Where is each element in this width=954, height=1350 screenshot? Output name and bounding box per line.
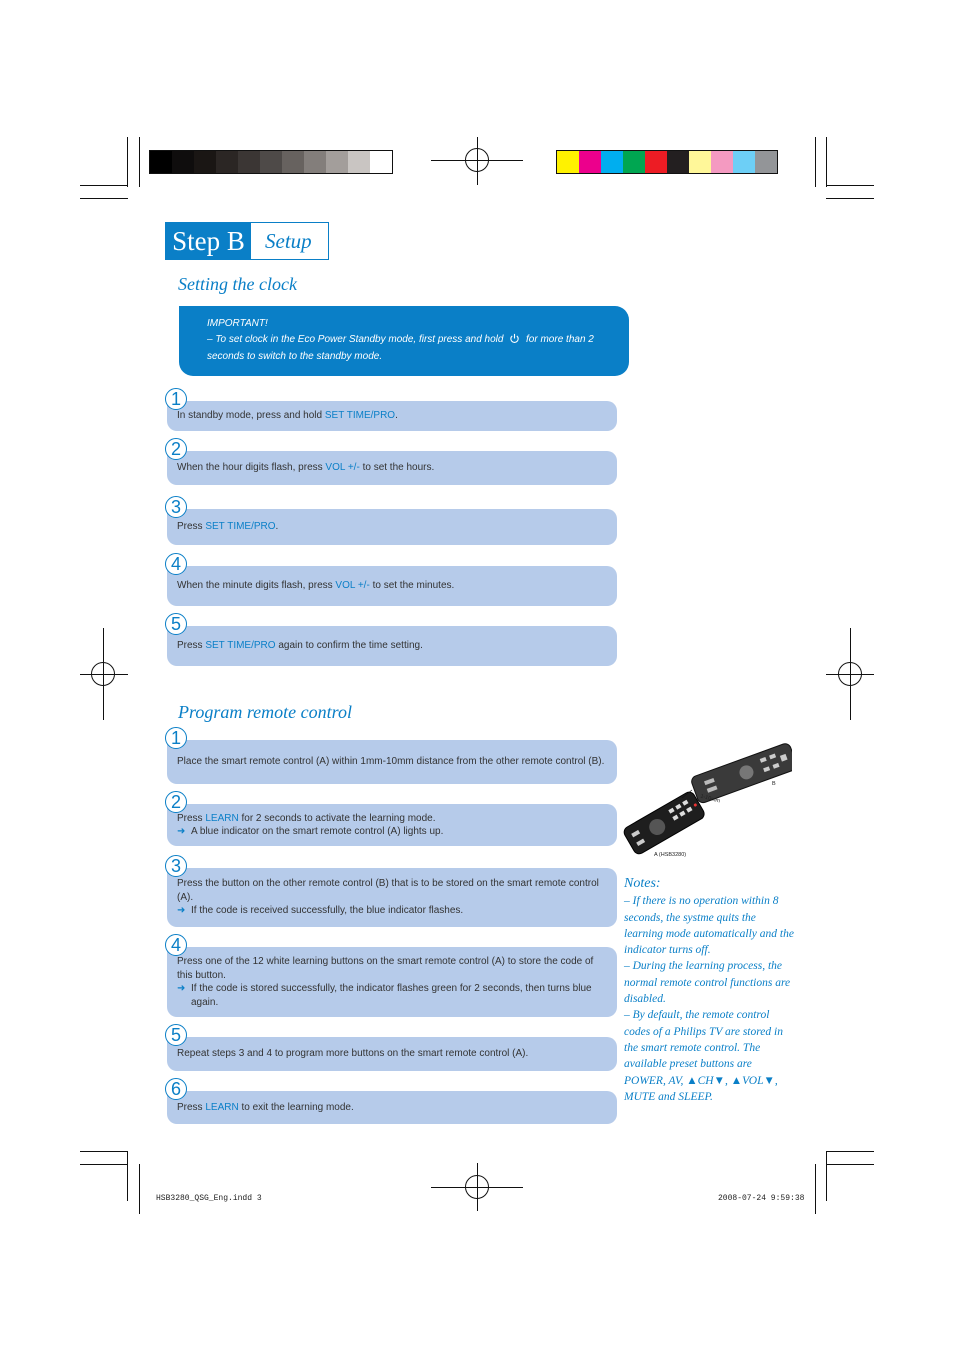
- step-text: Press LEARN for 2 seconds to activate the learning mode.: [177, 812, 436, 824]
- color-swatch: [711, 151, 733, 173]
- color-swatch: [557, 151, 579, 173]
- label-remote-a: A (HSB3280): [654, 852, 687, 858]
- slug-filename: HSB3280_QSG_Eng.indd 3: [156, 1194, 262, 1203]
- step-text: When the hour digits flash, press VOL +/- to set the hours.: [177, 462, 435, 474]
- important-callout: [179, 306, 629, 376]
- crop-mark: [826, 198, 874, 199]
- step-number: 4: [165, 553, 187, 575]
- power-icon: [509, 333, 520, 350]
- step-number: 2: [165, 438, 187, 460]
- important-text-line2: seconds to switch to the standby mode.: [207, 351, 383, 362]
- color-swatch-bar: [556, 150, 778, 174]
- label-remote-b: B: [772, 781, 776, 787]
- crop-mark: [826, 185, 874, 186]
- grayscale-swatch-bar: [149, 150, 393, 174]
- note-item: – During the learning process, the normal remote control functions are disabled.: [624, 960, 791, 1006]
- crop-mark: [80, 1164, 128, 1165]
- step-number: 5: [165, 613, 187, 635]
- remote-controls-illustration: [620, 738, 792, 864]
- important-text: – To set clock in the Eco Power Standby mode, first press and hold for more than 2: [207, 332, 601, 350]
- color-swatch: [348, 151, 370, 173]
- step-header: [165, 222, 329, 260]
- step-text: Place the smart remote control (A) within 1mm-10mm distance from the other remote control (B).: [177, 756, 605, 768]
- crop-mark: [826, 137, 827, 187]
- step-number: 3: [165, 496, 187, 518]
- registration-circle: [91, 662, 115, 686]
- remote-step: [167, 1091, 617, 1124]
- color-swatch: [304, 151, 326, 173]
- color-swatch: [326, 151, 348, 173]
- remote-step: [167, 740, 617, 784]
- color-swatch: [216, 151, 238, 173]
- crop-mark: [127, 1151, 128, 1201]
- crop-mark: [80, 1151, 128, 1152]
- step-subtitle: Setup: [265, 228, 312, 253]
- remote-step: [167, 804, 617, 846]
- key-name: SET TIME/PRO: [324, 410, 396, 422]
- clock-step: [167, 509, 617, 545]
- color-swatch: [755, 151, 777, 173]
- registration-circle: [838, 662, 862, 686]
- color-swatch: [645, 151, 667, 173]
- key-name: VOL +/-: [325, 462, 360, 474]
- important-label: IMPORTANT!: [207, 318, 268, 329]
- clock-step: [167, 566, 617, 606]
- color-swatch: [282, 151, 304, 173]
- notes-block: [624, 876, 794, 1105]
- remote-step: [167, 1037, 617, 1071]
- note-item: – By default, the remote control codes of a Philips TV are stored in the smart remote control. The available preset buttons are POWER, AV, ▲CH▼, ▲VOL▼, MUTE and SLEEP.: [624, 1009, 783, 1103]
- color-swatch: [238, 151, 260, 173]
- slug-datetime: 2008-07-24 9:59:38: [718, 1194, 805, 1203]
- step-number: 5: [165, 1024, 187, 1046]
- color-swatch: [370, 151, 392, 173]
- crop-mark: [139, 1164, 140, 1214]
- remote-step: [167, 947, 617, 1017]
- clock-step: [167, 626, 617, 666]
- color-swatch: [194, 151, 216, 173]
- crop-mark: [80, 185, 128, 186]
- color-swatch: [601, 151, 623, 173]
- step-text: Press one of the 12 white learning buttons on the smart remote control (A) to store the code of this button.: [177, 956, 594, 981]
- step-result: ➜ If the code is received successfully, the blue indicator flashes.: [177, 905, 464, 917]
- step-text: Press SET TIME/PRO again to confirm the time setting.: [177, 640, 423, 652]
- crop-mark: [80, 198, 128, 199]
- color-swatch: [667, 151, 689, 173]
- key-name: SET TIME/PRO: [205, 521, 276, 533]
- step-text: When the minute digits flash, press VOL +/- to set the minutes.: [177, 580, 455, 592]
- note-item: – If there is no operation within 8 seconds, the systme quits the learning mode automatically and the indicator turns off.: [624, 895, 794, 957]
- crop-mark: [139, 137, 140, 187]
- step-text: Repeat steps 3 and 4 to program more buttons on the smart remote control (A).: [177, 1048, 529, 1060]
- color-swatch: [689, 151, 711, 173]
- crop-mark: [127, 137, 128, 187]
- clock-step: [167, 451, 617, 485]
- crop-mark: [826, 1151, 874, 1152]
- step-title: Step B: [166, 223, 251, 259]
- step-result: ➜ If the code is stored successfully, the indicator flashes green for 2 seconds, then turns blue again.: [177, 983, 592, 1008]
- color-swatch: [172, 151, 194, 173]
- step-number: 3: [165, 855, 187, 877]
- arrow-icon: ➜: [177, 826, 186, 837]
- key-name: SET TIME/PRO: [205, 640, 276, 652]
- step-number: 4: [165, 934, 187, 956]
- key-name: LEARN: [205, 812, 239, 824]
- color-swatch: [579, 151, 601, 173]
- crop-mark: [826, 1164, 874, 1165]
- registration-circle: [465, 148, 489, 172]
- key-name: LEARN: [205, 1101, 239, 1113]
- registration-circle: [465, 1175, 489, 1199]
- clock-step: [167, 401, 617, 431]
- color-swatch: [150, 151, 172, 173]
- key-name: VOL +/-: [335, 580, 370, 592]
- step-text: In standby mode, press and hold SET TIME/PRO.: [177, 410, 398, 422]
- step-number: 6: [165, 1078, 187, 1100]
- arrow-icon: ➜: [177, 905, 186, 917]
- step-text: Press the button on the other remote control (B) that is to be stored on the smart remote control (A).: [177, 878, 599, 903]
- step-result: ➜ A blue indicator on the smart remote control (A) lights up.: [177, 826, 444, 837]
- color-swatch: [623, 151, 645, 173]
- crop-mark: [815, 137, 816, 187]
- step-text: Press LEARN to exit the learning mode.: [177, 1101, 354, 1113]
- notes-title: Notes:: [624, 876, 661, 891]
- step-number: 1: [165, 388, 187, 410]
- step-text: Press SET TIME/PRO.: [177, 521, 279, 533]
- crop-mark: [826, 1151, 827, 1201]
- step-number: 1: [165, 727, 187, 749]
- remote-step: [167, 868, 617, 927]
- section-title-clock: Setting the clock: [178, 274, 297, 294]
- color-swatch: [733, 151, 755, 173]
- crop-mark: [815, 1164, 816, 1214]
- color-swatch: [260, 151, 282, 173]
- step-number: 2: [165, 791, 187, 813]
- section-title-remote: Program remote control: [178, 702, 352, 722]
- label-distance: 1-10mm: [699, 793, 721, 805]
- arrow-icon: ➜: [177, 983, 186, 994]
